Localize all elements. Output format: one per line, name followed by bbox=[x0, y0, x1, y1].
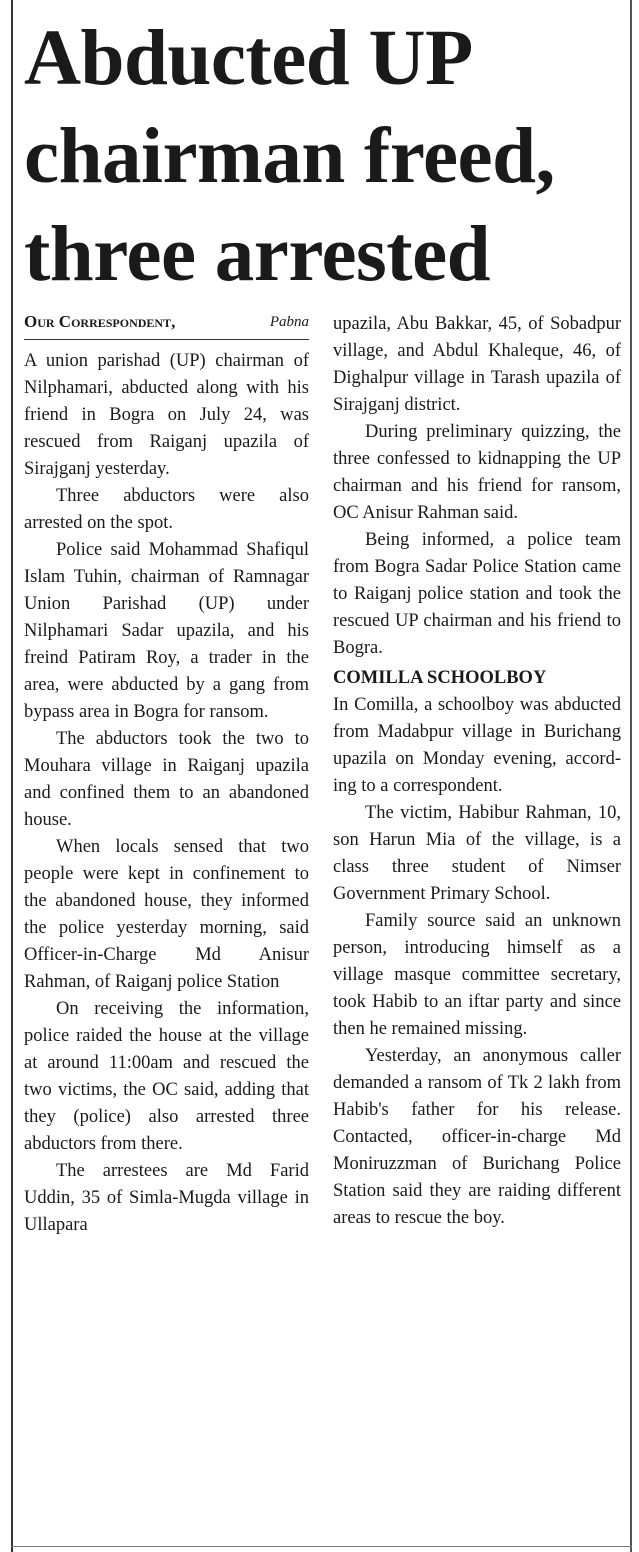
paragraph: The arrestees are Md Farid Uddin, 35 of Simla-Mugda village in Ullapara bbox=[24, 1161, 309, 1235]
headline-line-1: Abducted UP bbox=[24, 15, 473, 102]
byline-author: Our Correspondent, bbox=[24, 312, 176, 331]
paragraph: The abductors took the two to Mouhara village in Raiganj upazila and confined them to an abandoned house. bbox=[24, 729, 309, 830]
column-rule-left bbox=[11, 0, 13, 1552]
paragraph: upazila, Abu Bakkar, 45, of Sobadpur village, and Abdul Khaleque, 46, of Dighalpur village in Tarash upazila of Sirajganj district. bbox=[333, 314, 621, 415]
paragraph: Being informed, a police team from Bogra Sadar Police Station came to Raiganj police station and took the rescued UP chairman and his friend to Bogra. bbox=[333, 530, 621, 658]
paragraph: When locals sensed that two people were kept in confinement to the abandoned house, they informed the police yesterday morning, said Officer-in-Charge Md Anisur Rahman, of Raiganj police Station bbox=[24, 837, 309, 992]
bottom-rule bbox=[11, 1546, 632, 1547]
headline bbox=[24, 10, 624, 304]
paragraph: The victim, Habibur Rahman, 10, son Harun Mia of the village, is a class three student of Nimser Government Primary School. bbox=[333, 803, 621, 904]
headline-line-3: three arrested bbox=[24, 211, 491, 298]
byline-location: Pabna bbox=[269, 314, 309, 330]
paragraph: Three abductors were also arrested on the spot. bbox=[24, 486, 309, 533]
paragraph: A union parishad (UP) chairman of Nilphamari, abducted along with his friend in Bogra on July 24, was rescued from Raiganj upazila of Sirajganj yesterday. bbox=[24, 351, 309, 479]
paragraph: In Comilla, a schoolboy was abducted from Madabpur village in Burichang upazila on Monday evening, according to a correspondent. bbox=[333, 695, 621, 796]
article-column-left bbox=[24, 311, 309, 1239]
column-rule-right bbox=[630, 0, 632, 1552]
paragraph: During preliminary quizzing, the three confessed to kidnapping the UP chairman and his friend for ransom, OC Anisur Rahman said. bbox=[333, 422, 621, 523]
paragraph: On receiving the information, police raided the house at the village at around 11:00am and rescued the two victims, the OC said, adding that they (police) also arrested three abductors from there. bbox=[24, 999, 309, 1154]
subhead: COMILLA SCHOOLBOY bbox=[333, 668, 547, 688]
headline-line-2: chairman freed, bbox=[24, 113, 555, 200]
paragraph: Yesterday, an anonymous caller demanded a ransom of Tk 2 lakh from Habib's father for his release. Contacted, officer-in-charge Md Moniruzzman of Burichang Police Station said they are raiding different areas to rescue the boy. bbox=[333, 1046, 621, 1228]
byline bbox=[24, 311, 309, 340]
paragraph: Family source said an unknown person, introducing himself as a village masque committee secretary, took Habib to an iftar party and since then he remained missing. bbox=[333, 911, 621, 1039]
paragraph: Police said Mohammad Shafiqul Islam Tuhin, chairman of Ramnagar Union Parishad (UP) under Nilphamari Sadar upazila, and his freind Patiram Roy, a trader in the area, were abducted by a gang from bypass area in Bogra for ransom. bbox=[24, 540, 309, 722]
article-column-right bbox=[333, 311, 621, 1232]
